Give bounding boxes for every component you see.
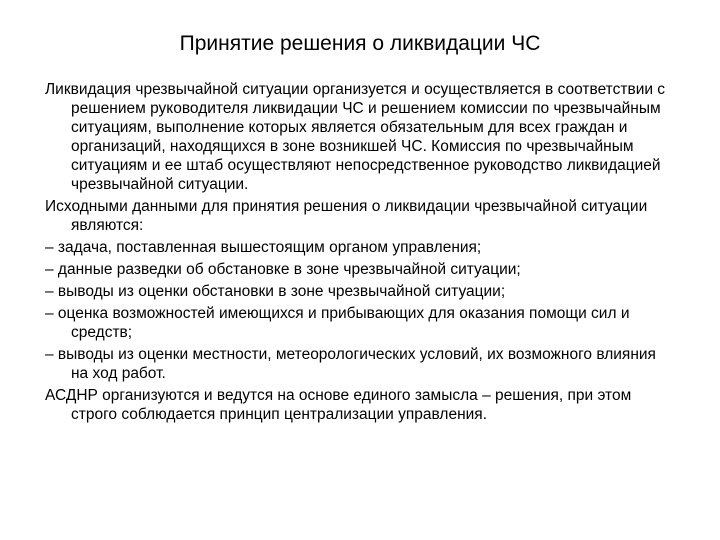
list-item: – выводы из оценки обстановки в зоне чрезвычайной ситуации;	[45, 283, 506, 300]
list-item: – данные разведки об обстановке в зоне чрезвычайной ситуации;	[45, 261, 521, 278]
list-item: – выводы из оценки местности, метеорологических условий, их возможного влияния на ход работ.	[45, 346, 656, 382]
paragraph-intro: Ликвидация чрезвычайной ситуации организуется и осуществляется в соответствии с решением руководителя ликвидации ЧС и решением комиссии по чрезвычайным ситуациям, выполнение которых является обязательным для всех граждан и организаций, находящихся в зоне возникшей ЧС. Комиссия по чрезвычайным ситуациям и ее штаб осуществляют непосредственное руководство ликвидацией чрезвычайной ситуации.	[45, 81, 666, 193]
paragraph-initial-data: Исходными данными для принятия решения о ликвидации чрезвычайной ситуации являются:	[45, 198, 648, 234]
list-item: – оценка возможностей имеющихся и прибывающих для оказания помощи сил и средств;	[45, 305, 630, 341]
paragraph-asdnr: АСДНР организуются и ведутся на основе единого замысла – решения, при этом строго соблюдается принцип централизации управления.	[45, 387, 632, 423]
slide-body	[45, 80, 675, 427]
slide-title: Принятие решения о ликвидации ЧС	[179, 32, 541, 55]
list-item: – задача, поставленная вышестоящим органом управления;	[45, 239, 482, 256]
